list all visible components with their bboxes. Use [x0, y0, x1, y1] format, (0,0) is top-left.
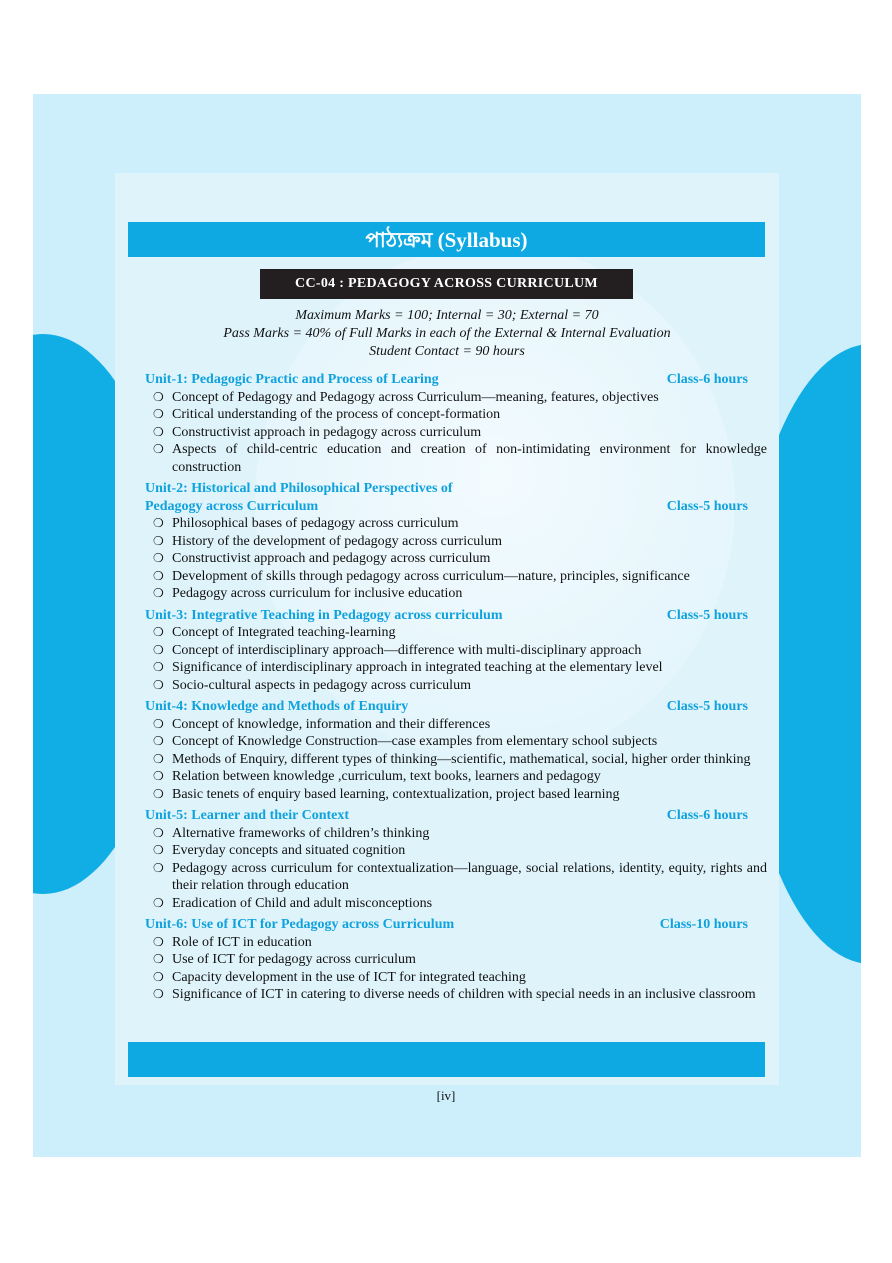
topic-text: Pedagogy across curriculum for inclusive education [172, 586, 463, 601]
bullet-icon: ❍ [153, 424, 164, 439]
list-item [145, 860, 767, 895]
unit-topic-list [145, 389, 767, 477]
topic-text: Alternative frameworks of children’s thinking [172, 825, 430, 841]
list-item [145, 751, 767, 769]
course-code-badge: CC-04 : PEDAGOGY ACROSS CURRICULUM [260, 269, 633, 299]
topic-text: Significance of ICT in catering to diverse needs of children with special needs in an inclusive classroom [172, 987, 756, 1002]
topic-text: Philosophical bases of pedagogy across curriculum [172, 516, 459, 531]
bullet-icon: ❍ [153, 516, 164, 530]
topic-text: Basic tenets of enquiry based learning, contextualization, project based learning [172, 786, 620, 802]
bullet-icon: ❍ [153, 407, 164, 421]
list-item [145, 786, 767, 804]
topic-text: Development of skills through pedagogy across curriculum—nature, principles, significance [172, 568, 690, 584]
topic-text: Eradication of Child and adult misconceptions [172, 895, 433, 911]
bullet-icon: ❍ [153, 952, 164, 966]
unit-heading [145, 607, 767, 625]
bullet-icon: ❍ [153, 934, 164, 949]
topic-text: Pedagogy across curriculum for contextualization—language, social relations, identity, equity, rights and their relation through education [172, 860, 767, 893]
list-item [145, 677, 767, 695]
topic-text: Critical understanding of the process of concept-formation [172, 407, 501, 422]
list-item [145, 895, 767, 913]
list-item [145, 659, 767, 677]
topic-text: Concept of interdisciplinary approach—difference with multi-disciplinary approach [172, 642, 642, 658]
unit-class-hours: Class-6 hours [666, 372, 748, 387]
pass-marks-line: Pass Marks = 40% of Full Marks in each of the External & Internal Evaluation [223, 326, 671, 341]
bullet-icon: ❍ [153, 769, 164, 783]
topic-text: Concept of Knowledge Construction—case examples from elementary school subjects [172, 734, 658, 749]
list-item [145, 515, 767, 533]
unit-topic-list [145, 825, 767, 913]
list-item [145, 624, 767, 642]
topic-text: Concept of Integrated teaching-learning [172, 625, 396, 640]
list-item [145, 642, 767, 660]
topic-text: Methods of Enquiry, different types of thinking—scientific, mathematical, social, higher order thinking [172, 751, 751, 767]
unit-section [145, 807, 767, 912]
unit-heading [145, 916, 767, 934]
unit-class-hours: Class-5 hours [666, 607, 748, 623]
list-item [145, 951, 767, 969]
unit-topic-list [145, 716, 767, 804]
topic-text: History of the development of pedagogy across curriculum [172, 533, 503, 549]
list-item [145, 986, 767, 1004]
unit-section [145, 371, 767, 476]
unit-topic-list [145, 624, 767, 694]
bullet-icon: ❍ [153, 551, 164, 565]
bullet-icon: ❍ [153, 660, 164, 674]
unit-title: Unit-5: Learner and their Context [145, 808, 350, 823]
topic-text: Constructivist approach and pedagogy across curriculum [172, 551, 491, 566]
bullet-icon: ❍ [153, 625, 164, 639]
topic-text: Use of ICT for pedagogy across curriculum [172, 952, 416, 967]
unit-section [145, 916, 767, 1004]
topic-text: Capacity development in the use of ICT for integrated teaching [172, 969, 526, 985]
list-item [145, 550, 767, 568]
units-list [145, 371, 767, 1008]
list-item [145, 825, 767, 843]
list-item [145, 842, 767, 860]
bullet-icon: ❍ [153, 969, 164, 984]
bullet-icon: ❍ [153, 533, 164, 548]
bullet-icon: ❍ [153, 786, 164, 801]
list-item [145, 406, 767, 424]
bullet-icon: ❍ [153, 751, 164, 766]
bullet-icon: ❍ [153, 568, 164, 583]
unit-topic-list [145, 934, 767, 1004]
list-item [145, 568, 767, 586]
unit-title: Unit-3: Integrative Teaching in Pedagogy across curriculum [145, 607, 503, 623]
bullet-icon: ❍ [153, 860, 164, 875]
topic-text: Significance of interdisciplinary approach in integrated teaching at the elementary level [172, 660, 663, 675]
bullet-icon: ❍ [153, 389, 164, 404]
unit-section [145, 480, 767, 603]
unit-title: Unit-6: Use of ICT for Pedagogy across Curriculum [145, 917, 455, 932]
list-item [145, 768, 767, 786]
marks-line: Maximum Marks = 100; Internal = 30; External = 70 [295, 308, 599, 323]
unit-heading [145, 807, 767, 825]
bullet-icon: ❍ [153, 677, 164, 692]
topic-text: Role of ICT in education [172, 934, 312, 950]
bullet-icon: ❍ [153, 825, 164, 840]
bullet-icon: ❍ [153, 987, 164, 1001]
page-number: [iv] [436, 1088, 456, 1103]
topic-text: Aspects of child-centric education and creation of non-intimidating environment for knowledge construction [172, 442, 767, 475]
unit-class-hours: Class-10 hours [659, 917, 748, 932]
unit-section [145, 698, 767, 803]
topic-text: Socio-cultural aspects in pedagogy across curriculum [172, 677, 471, 693]
unit-class-hours: Class-5 hours [666, 498, 748, 514]
unit-heading [145, 698, 767, 716]
list-item [145, 934, 767, 952]
list-item [145, 533, 767, 551]
list-item [145, 716, 767, 734]
footer-bar [128, 1042, 765, 1077]
unit-title: Unit-2: Historical and Philosophical Perspectives of Pedagogy across Curriculum [145, 481, 453, 514]
bullet-icon: ❍ [153, 734, 164, 748]
unit-title: Unit-4: Knowledge and Methods of Enquiry [145, 699, 409, 714]
unit-class-hours: Class-6 hours [666, 808, 748, 823]
page-title: পাঠ্যক্রম (Syllabus) [128, 222, 765, 257]
topic-text: Concept of knowledge, information and their differences [172, 716, 491, 732]
list-item [145, 424, 767, 442]
unit-section [145, 607, 767, 695]
unit-class-hours: Class-5 hours [666, 699, 748, 714]
list-item [145, 733, 767, 751]
unit-topic-list [145, 515, 767, 603]
unit-heading [145, 480, 767, 515]
list-item [145, 969, 767, 987]
contact-line: Student Contact = 90 hours [369, 344, 525, 359]
bullet-icon: ❍ [153, 442, 164, 456]
topic-text: Constructivist approach in pedagogy across curriculum [172, 424, 482, 440]
topic-text: Everyday concepts and situated cognition [172, 843, 406, 858]
list-item [145, 389, 767, 407]
bullet-icon: ❍ [153, 895, 164, 910]
syllabus-panel [115, 173, 779, 1085]
bullet-icon: ❍ [153, 716, 164, 731]
topic-text: Relation between knowledge ,curriculum, text books, learners and pedagogy [172, 769, 601, 784]
bullet-icon: ❍ [153, 642, 164, 657]
bullet-icon: ❍ [153, 843, 164, 857]
unit-title: Unit-1: Pedagogic Practic and Process of Learing [145, 372, 439, 387]
list-item [145, 441, 767, 476]
topic-text: Concept of Pedagogy and Pedagogy across Curriculum—meaning, features, objectives [172, 389, 659, 405]
bullet-icon: ❍ [153, 586, 164, 600]
list-item [145, 585, 767, 603]
unit-heading [145, 371, 767, 389]
